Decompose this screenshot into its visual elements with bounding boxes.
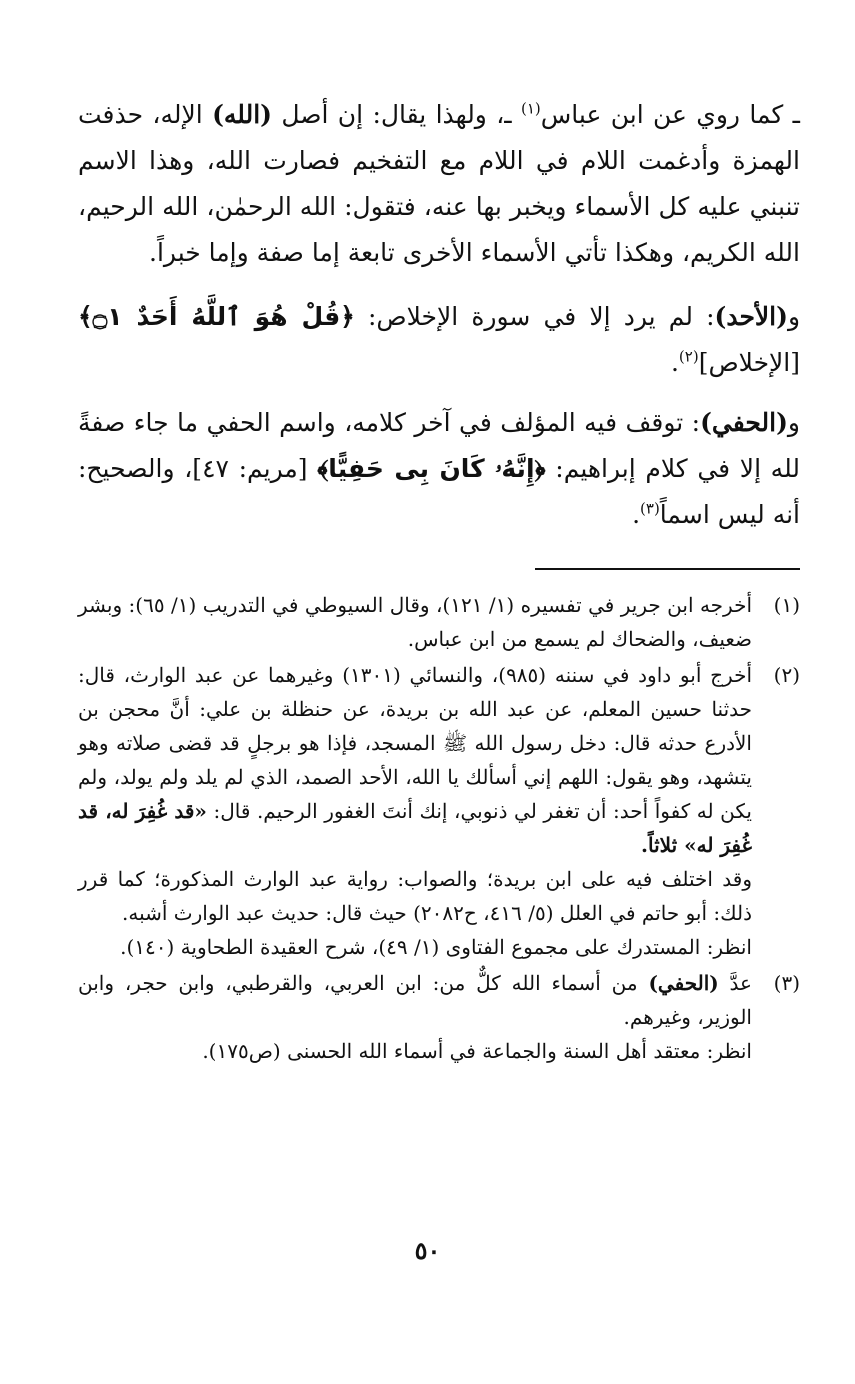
text-span: . xyxy=(670,348,679,377)
footnote-separator xyxy=(535,568,800,570)
term-al-hafi: (الحفي) xyxy=(700,408,788,437)
text-span: ـ، ولهذا يقال: إن أصل xyxy=(271,100,521,129)
quran-verse: ﴿إِنَّهُۥ كَانَ بِى حَفِيًّا﴾ xyxy=(317,454,546,483)
quran-verse: ﴿قُلْ هُوَ ٱللَّهُ أَحَدٌ ۝١﴾ xyxy=(78,302,355,331)
text-span: [مريم: ٤٧]، والصحيح: أنه ليس اسماً xyxy=(78,454,800,529)
text-span: . xyxy=(632,500,641,529)
footnote-text: انظر: معتقد أهل السنة والجماعة في أسماء الله الحسنى (ص١٧٥). xyxy=(202,1039,752,1063)
footnote-text xyxy=(78,966,752,1034)
term-al-hafi: (الحفي) xyxy=(648,971,719,995)
paragraph-3 xyxy=(78,400,800,538)
book-page xyxy=(78,92,800,1070)
footnote-ref-1: (١) xyxy=(520,99,541,118)
surah-reference: [الإخلاص] xyxy=(698,348,800,377)
page-number: ٥٠ xyxy=(414,1236,441,1265)
footnote-text: أخرجه ابن جرير في تفسيره (١/ ١٢١)، وقال السيوطي في التدريب (١/ ٦٥): وبشر ضعيف، والضحاك لم يسمع من ابن عباس. xyxy=(78,593,752,651)
text-span: من أسماء الله كلٌّ من: ابن العربي، والقرطبي، وابن حجر، وابن الوزير، وغيرهم. xyxy=(78,971,752,1029)
paragraph-1 xyxy=(78,92,800,276)
text-span: : لم يرد إلا في سورة الإخلاص: xyxy=(354,302,715,331)
term-allah: (الله) xyxy=(212,100,272,129)
footnote-2 xyxy=(78,658,800,964)
text-span: و xyxy=(787,302,801,331)
paragraph-2 xyxy=(78,294,800,386)
footnote-text xyxy=(78,658,752,862)
footnote-3 xyxy=(78,966,800,1068)
footnote-ref-3: (٣) xyxy=(640,499,660,518)
hadith-quote: «قد غُفِرَ له، قد غُفِرَ له» ثلاثاً. xyxy=(78,799,752,857)
footnotes xyxy=(78,588,800,1068)
text-span: ـ كما روي عن ابن عباس xyxy=(540,100,801,129)
text-span: الإله، حذفت الهمزة وأدغمت اللام في اللام مع التفخيم فصارت الله، وهذا الاسم تنبني عليه كل الأسماء ويخبر بها عنه، فتقول: الله الرحمٰن، الله الرحيم، الله الكريم، وهكذا تأتي الأسماء الأخرى تابعة إما صفة وإما خبراً. xyxy=(78,100,800,267)
footnote-number: (١) xyxy=(773,593,800,617)
footnote-number: (٢) xyxy=(773,663,800,687)
footnote-1 xyxy=(78,588,800,656)
text-span: أخرج أبو داود في سننه (٩٨٥)، والنسائي (١٣٠١) وغيرهما عن عبد الوارث، قال: حدثنا حسين المعلم، عن عبد الله بن بريدة، عن حنظلة بن علي: أنَّ محجن بن الأدرع حدثه قال: دخل رسول الله ﷺ المسجد، فإذا هو برجلٍ قد قضى صلاته وهو يتشهد، وهو يقول: اللهم إني أسألك يا الله، الأحد الصمد، الذي لم يلد ولم يولد، ولم يكن له كفواً أحد: أن تغفر لي ذنوبي، إنك أنتَ الغفور الرحيم. قال: xyxy=(78,663,753,823)
footnote-text: وقد اختلف فيه على ابن بريدة؛ والصواب: رواية عبد الوارث المذكورة؛ كما قرر ذلك: أبو حاتم في العلل (٥/ ٤١٦، ح٢٠٨٢) حيث قال: حديث عبد الوارث أشبه. xyxy=(78,867,752,925)
main-text xyxy=(78,92,800,538)
term-al-ahad: (الأحد) xyxy=(714,302,788,331)
footnote-ref-2: (٢) xyxy=(678,347,699,366)
text-span: و xyxy=(787,408,800,437)
footnote-number: (٣) xyxy=(773,971,800,995)
footnote-text: انظر: المستدرك على مجموع الفتاوى (١/ ٤٩)، شرح العقيدة الطحاوية (١٤٠). xyxy=(120,935,752,959)
text-span: : توقف فيه المؤلف في آخر كلامه، واسم الحفي ما جاء صفةً لله إلا في كلام إبراهيم: xyxy=(78,408,800,483)
text-span: عدَّ xyxy=(718,971,752,995)
